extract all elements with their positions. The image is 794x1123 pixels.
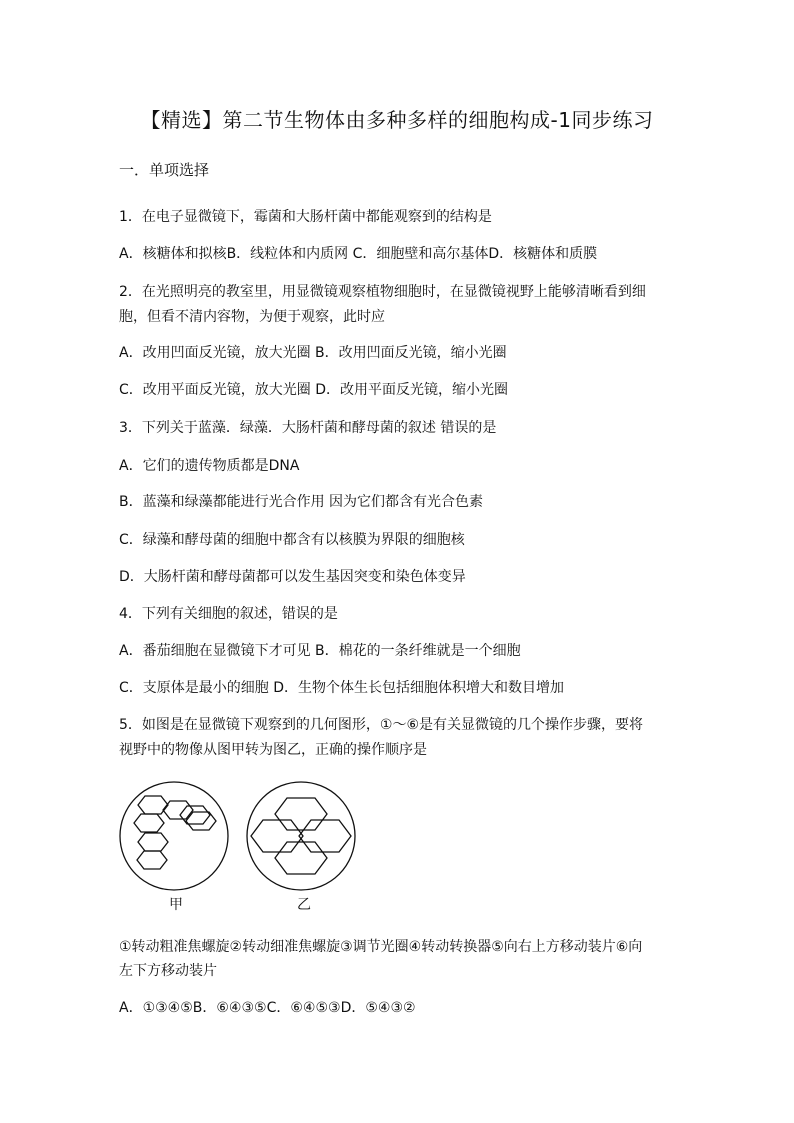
q2-stem-line2: 胞，但看不清内容物，为便于观察，此时应 — [119, 309, 385, 325]
q5-steps-line1: ①转动粗准焦螺旋②转动细准焦螺旋③调节光圈④转动转换器⑤向右上方移动装片⑥向 — [119, 939, 643, 955]
document-title: 【精选】第二节生物体由多种多样的细胞构成-1同步练习 — [140, 108, 654, 132]
q3-option-b: B．蓝藻和绿藻都能进行光合作用 因为它们都含有光合色素 — [119, 494, 484, 510]
q4-options-line2: C．支原体是最小的细胞 D．生物个体生长包括细胞体积增大和数目增加 — [119, 680, 565, 696]
q5-options: A．①③④⑤B．⑥④③⑤C．⑥④⑤③D．⑤④③② — [119, 1000, 416, 1016]
microscope-figure — [116, 780, 361, 915]
section-heading: 一．单项选择 — [119, 161, 210, 179]
q5-stem-line2: 视野中的物像从图甲转为图乙，正确的操作顺序是 — [119, 742, 427, 758]
hexagon — [275, 842, 327, 874]
hexagon — [163, 801, 193, 819]
q5-steps-line2: 左下方移动装片 — [119, 963, 217, 979]
q3-option-a: A．它们的遗传物质都是DNA — [119, 458, 300, 474]
hexagon — [275, 798, 327, 830]
hexagon — [186, 812, 216, 830]
q3-option-c: C．绿藻和酵母菌的细胞中都含有以核膜为界限的细胞核 — [119, 532, 465, 548]
q1-stem: 1．在电子显微镜下，霉菌和大肠杆菌中都能观察到的结构是 — [119, 209, 492, 225]
figure-label-yi: 乙 — [297, 897, 311, 913]
q2-options-line1: A．改用凹面反光镜，放大光圈 B．改用凹面反光镜，缩小光圈 — [119, 345, 507, 361]
hexagon — [251, 820, 303, 852]
q2-stem-line1: 2．在光照明亮的教室里，用显微镜观察植物细胞时，在显微镜视野上能够清晰看到细 — [119, 284, 646, 300]
q4-stem: 4．下列有关细胞的叙述，错误的是 — [119, 606, 338, 622]
q1-options: A．核糖体和拟核B．线粒体和内质网 C．细胞壁和高尔基体D．核糖体和质膜 — [119, 246, 598, 262]
hexagon — [138, 833, 168, 851]
field-jia-circle — [120, 782, 228, 890]
hexagon — [134, 814, 164, 832]
q3-stem: 3．下列关于蓝藻．绿藻．大肠杆菌和酵母菌的叙述 错误的是 — [119, 420, 497, 436]
field-yi — [247, 782, 355, 890]
q5-stem-line1: 5．如图是在显微镜下观察到的几何图形，①～⑥是有关显微镜的几个操作步骤，要将 — [119, 717, 644, 733]
field-jia — [120, 782, 228, 890]
q3-option-d: D．大肠杆菌和酵母菌都可以发生基因突变和染色体变异 — [119, 569, 466, 585]
q2-options-line2: C．改用平面反光镜，放大光圈 D．改用平面反光镜，缩小光圈 — [119, 382, 509, 398]
hexagon — [137, 851, 167, 869]
figure-label-jia: 甲 — [169, 897, 183, 913]
hexagon — [299, 820, 351, 852]
microscope-fields — [116, 780, 361, 895]
hexagon — [180, 806, 210, 824]
q4-options-line1: A．番茄细胞在显微镜下才可见 B．棉花的一条纤维就是一个细胞 — [119, 643, 521, 659]
